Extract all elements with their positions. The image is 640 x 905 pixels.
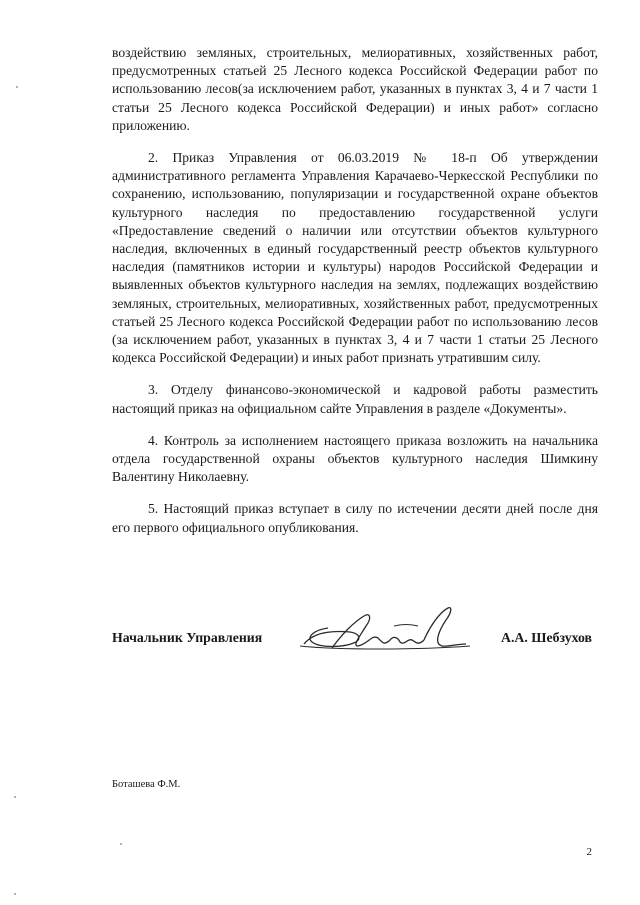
paragraph-3: 3. Отделу финансово-экономической и кадровой работы разместить настоящий приказ на официальном сайте Управления в разделе «Документы». bbox=[112, 382, 598, 416]
paragraph-4: 4. Контроль за исполнением настоящего приказа возложить на начальника отдела государственной охраны объектов культурного наследия Шимкину Валентину Николаевну. bbox=[112, 432, 598, 485]
scan-speck bbox=[16, 86, 18, 88]
paragraph-continuation: воздействию земляных, строительных, мелиоративных, хозяйственных работ, предусмотренных статьей 25 Лесного кодекса Российской Федерации работ по использованию лесов(за исключением работ, указанных в пунктах 3, 4 и 7 части 1 статьи 25 Лесного кодекса Российской Федерации) и иных работ» согласно приложению. bbox=[112, 45, 598, 133]
signatory-name: А.А. Шебзухов bbox=[501, 630, 592, 645]
signature-block bbox=[112, 626, 598, 666]
handwritten-signature-icon bbox=[298, 604, 474, 668]
document-body bbox=[112, 44, 598, 551]
paragraph-2: 2. Приказ Управления от 06.03.2019 № 18-п Об утверждении административного регламента Управления Карачаево-Черкесской Республики по сохранению, использованию, популяризации и государственной охране объектов культурного наследия по предоставлению государственной услуги «Предоставление сведений о наличии или отсутствии объектов культурного наследия, включенных в единый государственный реестр объектов культурного наследия (памятников истории и культуры) народов Российской Федерации и выявленных объектов культурного наследия на землях, подлежащих воздействию земляных, строительных, мелиоративных, хозяйственных работ, предусмотренных статьей 25 Лесного кодекса Российской Федерации работ по использованию лесов (за исключением работ, указанных в пунктах 3, 4 и 7 части 1 статьи 25 Лесного кодекса Российской Федерации) и иных работ признать утратившим силу. bbox=[112, 150, 598, 366]
page-number: 2 bbox=[586, 846, 592, 858]
executor-name: Боташева Ф.М. bbox=[112, 779, 181, 790]
scan-speck bbox=[120, 843, 122, 845]
scan-speck bbox=[14, 893, 16, 895]
signature-title: Начальник Управления bbox=[112, 630, 263, 645]
scan-speck bbox=[14, 796, 16, 798]
paragraph-5: 5. Настоящий приказ вступает в силу по истечении десяти дней после дня его первого официального опубликования. bbox=[112, 501, 598, 535]
